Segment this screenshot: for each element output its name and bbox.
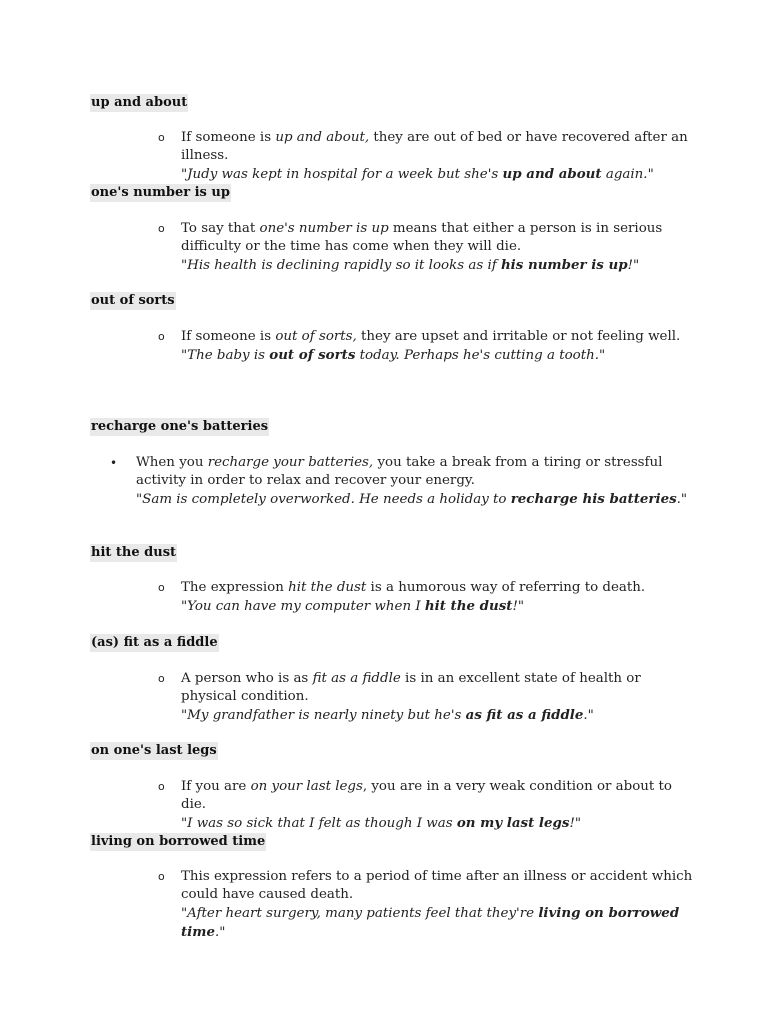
- circle-bullet-icon: o: [158, 330, 165, 343]
- example-sentence: "Sam is completely overworked. He needs a holiday to recharge his batteries.": [136, 491, 688, 507]
- circle-bullet-icon: o: [158, 222, 165, 235]
- idiom-entry: [158, 778, 693, 833]
- example-sentence: "His health is declining rapidly so it looks as if his number is up!": [181, 257, 640, 273]
- example-sentence: "I was so sick that I felt as though I was on my last legs!": [181, 815, 581, 831]
- example-sentence: "The baby is out of sorts today. Perhaps he's cutting a tooth.": [181, 347, 606, 363]
- circle-bullet-icon: o: [158, 581, 165, 594]
- example-sentence: "After heart surgery, many patients feel that they're living on borrowed time.": [181, 905, 680, 940]
- idiom-heading: hit the dust: [91, 545, 177, 560]
- idiom-heading: (as) fit as a fiddle: [91, 635, 218, 650]
- definition: If someone is up and about, they are out of bed or have recovered after an illness.: [181, 130, 688, 163]
- definition: The expression hit the dust is a humorous way of referring to death.: [181, 580, 646, 595]
- definition: This expression refers to a period of time after an illness or accident which could have caused death.: [181, 869, 693, 902]
- idiom-entry: [158, 328, 693, 365]
- disc-bullet-icon: •: [110, 456, 118, 470]
- definition: To say that one's number is up means that either a person is in serious difficulty or the time has come when they will die.: [181, 221, 663, 254]
- idiom-heading: on one's last legs: [91, 743, 217, 758]
- idiom-heading: up and about: [91, 95, 188, 110]
- idiom-heading: recharge one's batteries: [91, 419, 269, 434]
- example-sentence: "You can have my computer when I hit the dust!": [181, 598, 525, 614]
- circle-bullet-icon: o: [158, 870, 165, 883]
- circle-bullet-icon: o: [158, 780, 165, 793]
- definition: When you recharge your batteries, you take a break from a tiring or stressful activity in order to relax and recover your energy.: [136, 455, 663, 488]
- idiom-entry: [158, 579, 693, 616]
- idiom-entry: [110, 454, 696, 509]
- circle-bullet-icon: o: [158, 672, 165, 685]
- idiom-entry: [158, 129, 693, 184]
- idiom-entry: [158, 670, 693, 725]
- example-sentence: "My grandfather is nearly ninety but he's as fit as a fiddle.": [181, 707, 594, 723]
- definition: If you are on your last legs, you are in a very weak condition or about to die.: [181, 779, 672, 812]
- idiom-heading: one's number is up: [91, 185, 230, 200]
- definition: A person who is as fit as a fiddle is in an excellent state of health or physical condition.: [181, 671, 641, 704]
- idiom-entry: [158, 220, 693, 275]
- definition: If someone is out of sorts, they are upset and irritable or not feeling well.: [181, 329, 681, 344]
- idiom-entry: [158, 868, 693, 942]
- example-sentence: "Judy was kept in hospital for a week but she's up and about again.": [181, 166, 654, 182]
- circle-bullet-icon: o: [158, 131, 165, 144]
- idiom-heading: out of sorts: [91, 293, 175, 308]
- idiom-heading: living on borrowed time: [91, 834, 266, 849]
